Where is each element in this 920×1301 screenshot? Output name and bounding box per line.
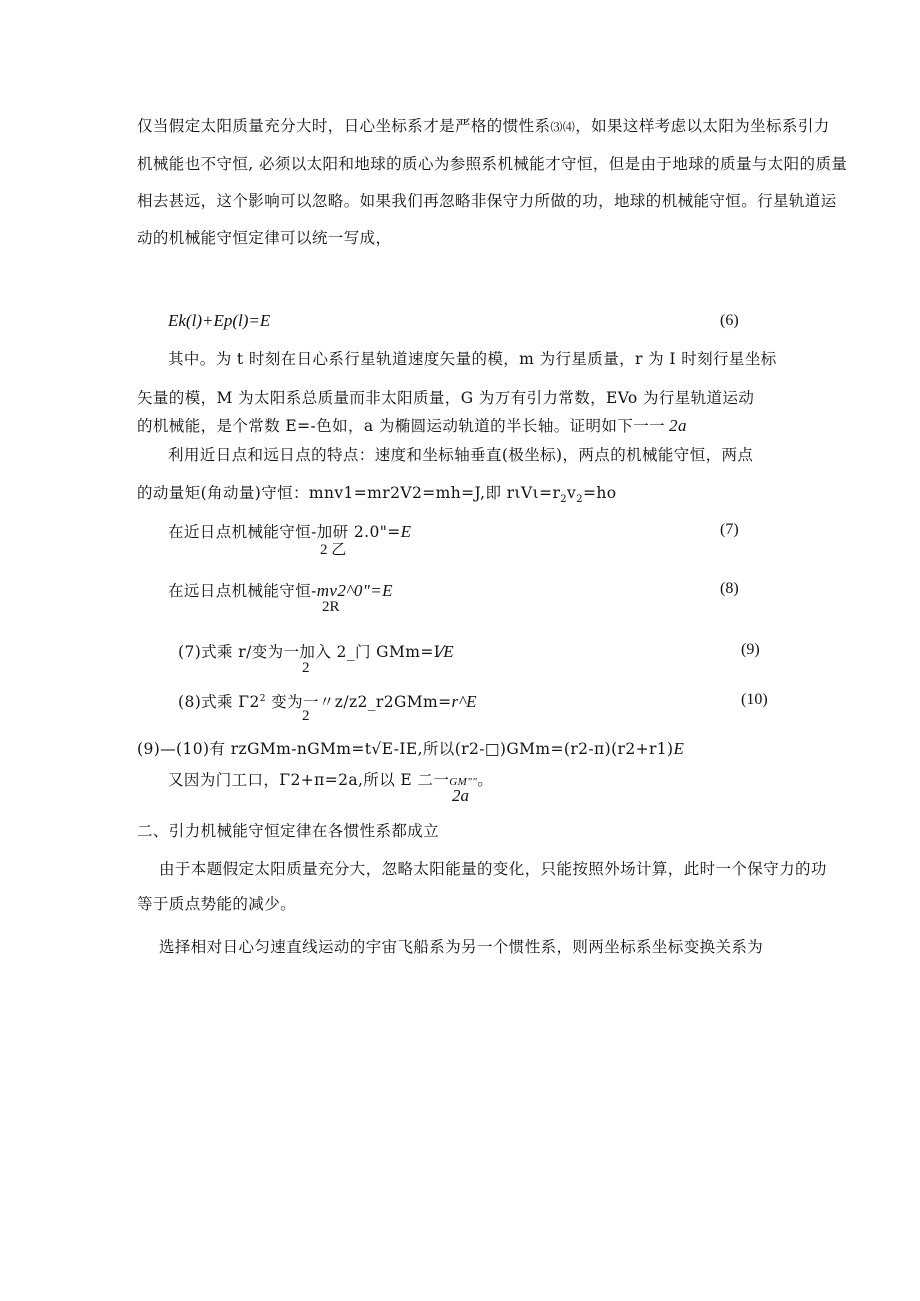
derivation-line: (9)—(10)有 rzGMm-nGMm=t√E-IE,所以(r2-□)GMm=(r2-π)(r2+r1)E <box>137 739 685 758</box>
fraction-denominator: 2a <box>452 786 469 805</box>
paragraph-line: 相去甚远，这个影响可以忽略。如果我们再忽略非保守力所做的功，地球的机械能守恒。行星轨道运 <box>137 192 837 210</box>
paragraph-line: 动的机械能守恒定律可以统一写成， <box>137 229 392 247</box>
derivation-line: 又因为门工口，Γ2+π=2a,所以 E 二一GM""。 <box>168 771 494 789</box>
paragraph-line: 的机械能，是个常数 E=-色如，a 为椭圆运动轨道的半长轴。证明如下一一 2a <box>137 416 687 435</box>
equation-6: Ek(l)+Ep(l)=E <box>168 311 271 330</box>
paragraph-line: 矢量的模，M 为太阳系总质量而非太阳质量，G 为万有引力常数，EVo 为行星轨道运动 <box>137 389 755 407</box>
paragraph-line: 的动量矩(角动量)守恒：mnv1=mr2V2=mh=J,即 $r\iota V\iota=r_2v_2=ho$ <box>137 484 617 506</box>
section-heading: 二、引力机械能守恒定律在各惯性系都成立 <box>137 822 440 840</box>
paragraph-line: 等于质点势能的减少。 <box>137 895 297 913</box>
equation-7: 在近日点机械能守恒-加研 2.0"=E <box>168 522 412 541</box>
paragraph-line: 仅当假定太阳质量充分大时，日心坐标系才是严格的惯性系⑶⑷，如果这样考虑以太阳为坐标系引力 <box>137 117 830 135</box>
paragraph-line: 选择相对日心匀速直线运动的宇宙飞船系为另一个惯性系，则两坐标系坐标变换关系为 <box>159 938 764 956</box>
equation-8: 在远日点机械能守恒-mv2^0"=E <box>168 581 393 600</box>
equation-number: (9) <box>741 641 760 658</box>
equation-number: (10) <box>741 691 768 708</box>
equation-number: (6) <box>720 312 739 329</box>
fraction-denominator: 2 <box>302 708 310 724</box>
paragraph-line: 机械能也不守恒, 必须以太阳和地球的质心为参照系机械能才守恒，但是由于地球的质量与太阳的质量 <box>137 155 848 173</box>
fraction-denominator: 2R <box>322 599 340 615</box>
equation-number: (7) <box>720 521 739 538</box>
paragraph-line: 其中。为 t 时刻在日心系行星轨道速度矢量的模，m 为行星质量，r 为 I 时刻行星坐标 <box>168 350 777 368</box>
fraction-denominator: 2 乙 <box>320 542 347 558</box>
equation-10: (8)式乘 $\Gamma 2^2$ 变为一〃z/z2_r2GMm=r^E <box>178 692 477 711</box>
equation-number: (8) <box>720 580 739 597</box>
citation-ref: ⑶⑷ <box>550 120 576 134</box>
paragraph-line: 由于本题假定太阳质量充分大，忽略太阳能量的变化，只能按照外场计算，此时一个保守力的功 <box>159 860 827 878</box>
paragraph-line: 利用近日点和远日点的特点：速度和坐标轴垂直(极坐标)，两点的机械能守恒，两点 <box>168 446 754 464</box>
equation-9: (7)式乘 r/变为一加入 2_门 GMm=I⁄E <box>178 642 455 661</box>
fraction-denominator: 2 <box>302 660 310 676</box>
